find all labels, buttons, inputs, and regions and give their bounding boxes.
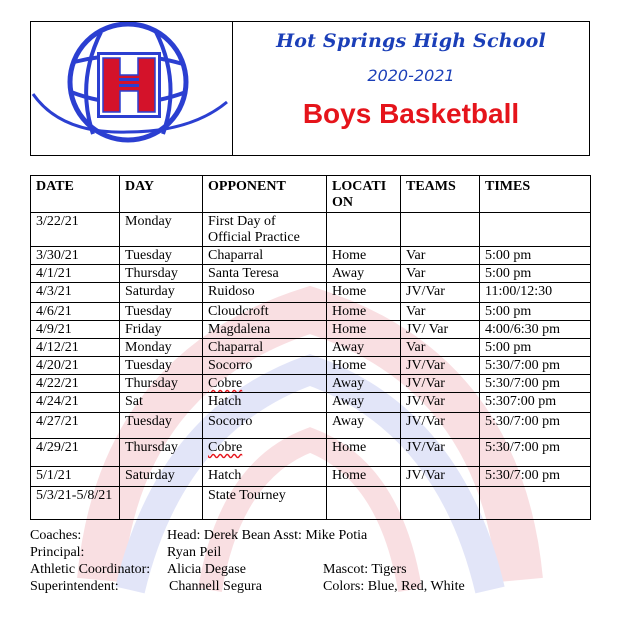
cell-opponent (203, 283, 327, 303)
opponent-text: Hatch (208, 394, 242, 409)
cell-opponent (203, 213, 327, 247)
cell-location (327, 357, 401, 375)
cell-location (327, 467, 401, 487)
cell-times (480, 393, 591, 413)
colors-text: Colors: Blue, Red, White (323, 579, 465, 594)
mascot-text: Mascot: Tigers (323, 562, 407, 577)
times-text: 4:00/6:30 pm (485, 322, 561, 337)
team-title: Boys Basketball (302, 98, 520, 129)
school-name: Hot Springs High School (276, 30, 546, 52)
teams-text: JV/Var (406, 414, 445, 429)
day-text: Thursday (125, 266, 178, 281)
opponent-text: Magdalena (208, 322, 271, 337)
cell-date (31, 339, 120, 357)
cell-date (31, 357, 120, 375)
day-text: Sat (125, 394, 143, 409)
cell-location (327, 375, 401, 393)
cell-date (31, 303, 120, 321)
times-text: 5:30/7:00 pm (485, 376, 561, 391)
cell-date (31, 247, 120, 265)
cell-opponent (203, 321, 327, 339)
cell-day (120, 357, 203, 375)
location-text: Away (332, 376, 365, 391)
day-text: Saturday (125, 468, 175, 483)
cell-location (327, 439, 401, 467)
cell-date (31, 265, 120, 283)
cell-opponent (203, 375, 327, 393)
cell-date (31, 321, 120, 339)
athletic-coordinator-value: Alicia Degase (167, 562, 246, 577)
day-text: Monday (125, 214, 172, 229)
table-row (31, 247, 591, 265)
cell-opponent (203, 439, 327, 467)
date-text: 3/22/21 (36, 214, 79, 229)
cell-day (120, 213, 203, 247)
date-text: 4/9/21 (36, 322, 72, 337)
cell-times (480, 283, 591, 303)
cell-opponent (203, 467, 327, 487)
times-text: 5:00 pm (485, 304, 532, 319)
cell-date (31, 413, 120, 439)
location-text: Home (332, 468, 367, 483)
teams-text: JV/Var (406, 284, 445, 299)
cell-date (31, 375, 120, 393)
cell-day (120, 265, 203, 283)
column-header-day: DAY (120, 176, 203, 213)
day-text: Tuesday (125, 414, 172, 429)
location-text: Home (332, 304, 367, 319)
location-text: Away (332, 340, 365, 355)
athletic-coordinator-row (30, 561, 590, 578)
cell-teams (401, 413, 480, 439)
cell-teams (401, 321, 480, 339)
table-row (31, 393, 591, 413)
times-text: 5:00 pm (485, 340, 532, 355)
day-text: Friday (125, 322, 162, 337)
cell-day (120, 321, 203, 339)
coaches-label: Coaches: (30, 528, 82, 543)
date-text: 4/20/21 (36, 358, 79, 373)
schedule-table (30, 175, 591, 520)
date-text: 4/3/21 (36, 284, 72, 299)
teams-text: JV/Var (406, 440, 445, 455)
column-header-date: DATE (31, 176, 120, 213)
table-row (31, 213, 591, 247)
cell-date (31, 213, 120, 247)
teams-text: JV/Var (406, 358, 445, 373)
cell-opponent (203, 247, 327, 265)
cell-teams (401, 487, 480, 520)
day-text: Tuesday (125, 304, 172, 319)
footer-info (30, 527, 590, 595)
location-text: Home (332, 358, 367, 373)
column-header-opponent: OPPONENT (203, 176, 327, 213)
cell-day (120, 413, 203, 439)
opponent-text: State Tourney (208, 488, 286, 503)
cell-location (327, 303, 401, 321)
cell-times (480, 357, 591, 375)
cell-day (120, 283, 203, 303)
cell-opponent (203, 303, 327, 321)
teams-text: Var (406, 304, 426, 319)
cell-date (31, 467, 120, 487)
column-header-times: TIMES (480, 176, 591, 213)
cell-location (327, 265, 401, 283)
table-row (31, 265, 591, 283)
date-text: 4/22/21 (36, 376, 79, 391)
cell-day (120, 467, 203, 487)
cell-location (327, 213, 401, 247)
cell-location (327, 339, 401, 357)
opponent-text: Hatch (208, 468, 242, 483)
date-text: 4/12/21 (36, 340, 79, 355)
location-text: Away (332, 414, 365, 429)
teams-text: JV/ Var (406, 322, 449, 337)
cell-times (480, 375, 591, 393)
cell-location (327, 487, 401, 520)
cell-day (120, 303, 203, 321)
cell-teams (401, 439, 480, 467)
cell-teams (401, 357, 480, 375)
superintendent-label: Superintendent: (30, 579, 119, 594)
opponent-text: Santa Teresa (208, 266, 279, 281)
cell-opponent (203, 357, 327, 375)
date-text: 4/24/21 (36, 394, 79, 409)
season-label: 2020-2021 (367, 66, 455, 85)
cell-teams (401, 393, 480, 413)
times-text: 5:00 pm (485, 248, 532, 263)
teams-text: JV/Var (406, 394, 445, 409)
opponent-text: Ruidoso (208, 284, 255, 299)
cell-teams (401, 247, 480, 265)
athletic-coordinator-label: Athletic Coordinator: (30, 562, 151, 577)
opponent-text: Socorro (208, 358, 253, 373)
cell-day (120, 375, 203, 393)
cell-times (480, 265, 591, 283)
coaches-value: Head: Derek Bean Asst: Mike Potia (167, 528, 368, 543)
cell-times (480, 439, 591, 467)
cell-teams (401, 339, 480, 357)
location-text: Home (332, 284, 367, 299)
location-text: Home (332, 248, 367, 263)
column-header-location: LOCATI ON (327, 176, 401, 213)
cell-teams (401, 303, 480, 321)
header-box (30, 21, 590, 156)
date-text: 4/29/21 (36, 440, 79, 455)
times-text: 5:307:00 pm (485, 394, 557, 409)
teams-text: JV/Var (406, 468, 445, 483)
cell-teams (401, 467, 480, 487)
cell-times (480, 213, 591, 247)
opponent-text: First Day of Official Practice (208, 214, 300, 245)
date-text: 4/27/21 (36, 414, 79, 429)
title-cell (233, 22, 589, 155)
table-row (31, 321, 591, 339)
cell-times (480, 303, 591, 321)
cell-teams (401, 265, 480, 283)
superintendent-value: Channell Segura (169, 579, 262, 594)
cell-date (31, 283, 120, 303)
table-header-row (31, 176, 591, 213)
location-text: Away (332, 266, 365, 281)
principal-row (30, 544, 590, 561)
cell-location (327, 393, 401, 413)
opponent-text: Cobre (208, 440, 243, 455)
table-row (31, 357, 591, 375)
cell-times (480, 413, 591, 439)
cell-times (480, 321, 591, 339)
table-row (31, 375, 591, 393)
table-row (31, 467, 591, 487)
cell-date (31, 393, 120, 413)
cell-location (327, 283, 401, 303)
teams-text: Var (406, 248, 426, 263)
location-text: Home (332, 322, 367, 337)
cell-opponent (203, 265, 327, 283)
location-text: Away (332, 394, 365, 409)
table-row (31, 339, 591, 357)
times-text: 5:00 pm (485, 266, 532, 281)
table-row (31, 487, 591, 520)
date-text: 4/6/21 (36, 304, 72, 319)
opponent-text: Cobre (208, 376, 243, 391)
times-text: 5:30/7:00 pm (485, 468, 561, 483)
opponent-text: Socorro (208, 414, 253, 429)
table-row (31, 439, 591, 467)
opponent-text: Chaparral (208, 248, 264, 263)
date-text: 5/1/21 (36, 468, 72, 483)
column-header-teams: TEAMS (401, 176, 480, 213)
date-text: 3/30/21 (36, 248, 79, 263)
cell-opponent (203, 393, 327, 413)
cell-opponent (203, 339, 327, 357)
teams-text: Var (406, 340, 426, 355)
times-text: 5:30/7:00 pm (485, 358, 561, 373)
cell-opponent (203, 487, 327, 520)
day-text: Monday (125, 340, 172, 355)
principal-label: Principal: (30, 545, 85, 560)
h-letter-icon (97, 52, 161, 118)
date-text: 4/1/21 (36, 266, 72, 281)
logo-cell (31, 22, 233, 155)
cell-location (327, 413, 401, 439)
opponent-text: Chaparral (208, 340, 264, 355)
teams-text: Var (406, 266, 426, 281)
teams-text: JV/Var (406, 376, 445, 391)
coaches-row (30, 527, 590, 544)
cell-times (480, 247, 591, 265)
day-text: Saturday (125, 284, 175, 299)
day-text: Thursday (125, 376, 178, 391)
date-text: 5/3/21-5/8/21 (36, 488, 113, 503)
cell-day (120, 339, 203, 357)
cell-teams (401, 213, 480, 247)
cell-day (120, 247, 203, 265)
opponent-text: Cloudcroft (208, 304, 269, 319)
cell-location (327, 321, 401, 339)
cell-times (480, 339, 591, 357)
cell-date (31, 439, 120, 467)
times-text: 11:00/12:30 (485, 284, 553, 299)
cell-opponent (203, 413, 327, 439)
table-row (31, 303, 591, 321)
cell-times (480, 487, 591, 520)
cell-date (31, 487, 120, 520)
day-text: Tuesday (125, 248, 172, 263)
times-text: 5:30/7:00 pm (485, 414, 561, 429)
times-text: 5:30/7:00 pm (485, 440, 561, 455)
table-row (31, 413, 591, 439)
cell-teams (401, 283, 480, 303)
location-text: Home (332, 440, 367, 455)
cell-day (120, 487, 203, 520)
principal-value: Ryan Peil (167, 545, 222, 560)
school-logo (31, 22, 231, 155)
cell-day (120, 393, 203, 413)
cell-location (327, 247, 401, 265)
day-text: Tuesday (125, 358, 172, 373)
table-row (31, 283, 591, 303)
superintendent-row (30, 578, 590, 595)
cell-day (120, 439, 203, 467)
day-text: Thursday (125, 440, 178, 455)
cell-times (480, 467, 591, 487)
cell-teams (401, 375, 480, 393)
